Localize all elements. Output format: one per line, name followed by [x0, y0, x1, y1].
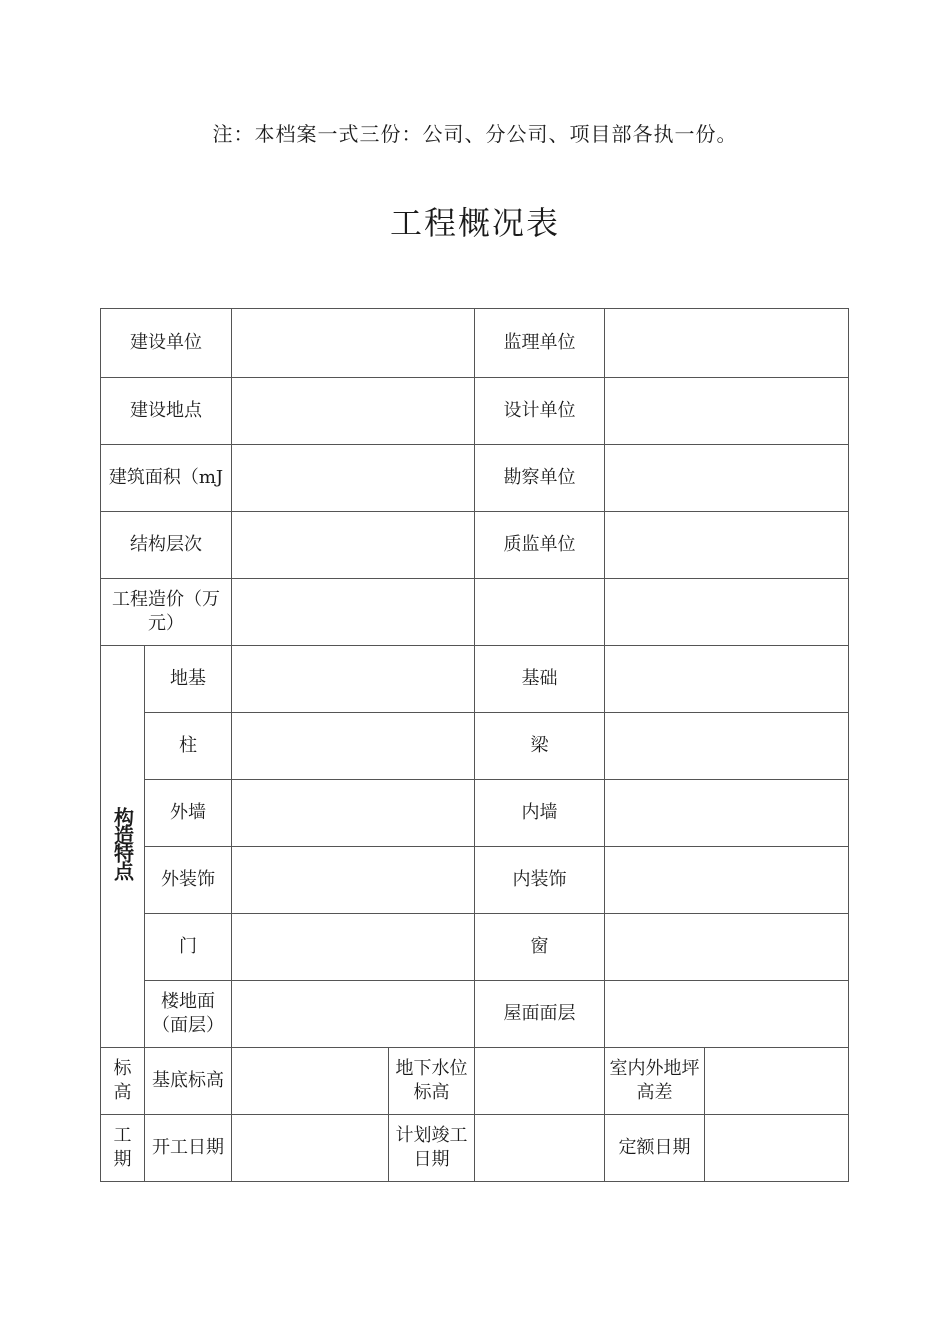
- table-row: [101, 1115, 849, 1182]
- label-cell: 监理单位: [475, 309, 605, 378]
- table-row: [101, 1048, 849, 1115]
- value-cell[interactable]: [232, 914, 475, 981]
- value-cell[interactable]: [605, 713, 849, 780]
- value-cell[interactable]: [605, 914, 849, 981]
- archive-note: 注：本档案一式三份：公司、分公司、项目部各执一份。: [212, 122, 738, 146]
- elevation-group-label: 标高: [101, 1048, 145, 1115]
- value-cell[interactable]: [605, 445, 849, 512]
- label-cell: 结构层次: [101, 512, 232, 579]
- label-cell: 地下水位标高: [389, 1048, 475, 1115]
- table-row: [101, 378, 849, 445]
- page-title: 工程概况表: [389, 204, 560, 242]
- label-cell: 建设单位: [101, 309, 232, 378]
- label-cell: 开工日期: [145, 1115, 232, 1182]
- label-cell: 楼地面（面层）: [145, 981, 232, 1048]
- value-cell[interactable]: [232, 981, 475, 1048]
- value-cell[interactable]: [605, 512, 849, 579]
- label-cell: 屋面面层: [475, 981, 605, 1048]
- value-cell[interactable]: [705, 1115, 849, 1182]
- value-cell[interactable]: [232, 512, 475, 579]
- table-row: [101, 981, 849, 1048]
- value-cell[interactable]: [232, 1048, 389, 1115]
- schedule-group-label: 工期: [101, 1115, 145, 1182]
- value-cell[interactable]: [705, 1048, 849, 1115]
- value-cell[interactable]: [232, 713, 475, 780]
- label-cell: 工程造价（万元）: [101, 579, 232, 646]
- label-cell: 建筑面积（mJ: [101, 445, 232, 512]
- label-cell: 柱: [145, 713, 232, 780]
- label-cell: [475, 579, 605, 646]
- value-cell[interactable]: [605, 378, 849, 445]
- label-cell: 室内外地坪高差: [605, 1048, 705, 1115]
- value-cell[interactable]: [605, 646, 849, 713]
- table-row: [101, 780, 849, 847]
- label-cell: 内墙: [475, 780, 605, 847]
- label-cell: 地基: [145, 646, 232, 713]
- table-row: [101, 847, 849, 914]
- table-row: [101, 646, 849, 713]
- label-cell: 内装饰: [475, 847, 605, 914]
- label-cell: 质监单位: [475, 512, 605, 579]
- value-cell[interactable]: [605, 309, 849, 378]
- table-row: [101, 512, 849, 579]
- value-cell[interactable]: [475, 1048, 605, 1115]
- value-cell[interactable]: [232, 579, 475, 646]
- table-row: [101, 309, 849, 378]
- label-cell: 窗: [475, 914, 605, 981]
- label-cell: 计划竣工日期: [389, 1115, 475, 1182]
- label-cell: 建设地点: [101, 378, 232, 445]
- label-cell: 基底标高: [145, 1048, 232, 1115]
- label-cell: 梁: [475, 713, 605, 780]
- project-overview-table: [100, 308, 849, 1182]
- value-cell[interactable]: [475, 1115, 605, 1182]
- table-row: [101, 914, 849, 981]
- value-cell[interactable]: [605, 579, 849, 646]
- label-cell: 基础: [475, 646, 605, 713]
- value-cell[interactable]: [232, 378, 475, 445]
- value-cell[interactable]: [232, 309, 475, 378]
- value-cell[interactable]: [605, 981, 849, 1048]
- value-cell[interactable]: [232, 646, 475, 713]
- table-row: [101, 445, 849, 512]
- construction-group-label: 构造特点: [101, 646, 145, 1048]
- label-cell: 勘察单位: [475, 445, 605, 512]
- label-cell: 设计单位: [475, 378, 605, 445]
- value-cell[interactable]: [605, 847, 849, 914]
- table-row: [101, 579, 849, 646]
- label-cell: 外装饰: [145, 847, 232, 914]
- value-cell[interactable]: [232, 1115, 389, 1182]
- label-cell: 定额日期: [605, 1115, 705, 1182]
- value-cell[interactable]: [605, 780, 849, 847]
- value-cell[interactable]: [232, 780, 475, 847]
- label-cell: 外墙: [145, 780, 232, 847]
- label-cell: 门: [145, 914, 232, 981]
- table-row: [101, 713, 849, 780]
- value-cell[interactable]: [232, 445, 475, 512]
- value-cell[interactable]: [232, 847, 475, 914]
